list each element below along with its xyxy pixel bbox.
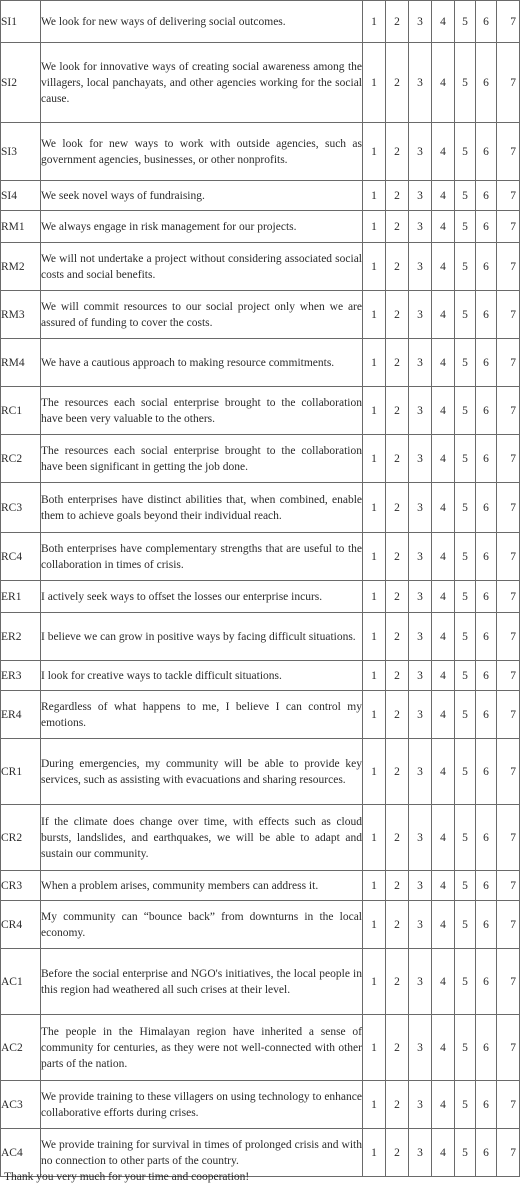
- scale-option-3[interactable]: 3: [409, 871, 432, 901]
- table-row: [1, 435, 520, 483]
- scale-option-4[interactable]: 4: [432, 901, 455, 949]
- item-code: RM2: [1, 243, 41, 291]
- item-statement: Before the social enterprise and NGO's initiatives, the local people in this region had weathered all such crises at their level.: [41, 949, 363, 1015]
- scale-option-4[interactable]: 4: [432, 1015, 455, 1081]
- scale-option-3[interactable]: 3: [409, 1, 432, 43]
- scale-option-4[interactable]: 4: [432, 739, 455, 805]
- scale-option-5[interactable]: 5: [455, 387, 476, 435]
- table-row: [1, 661, 520, 691]
- scale-option-7[interactable]: 7: [497, 901, 520, 949]
- item-code: AC4: [1, 1129, 41, 1177]
- scale-option-3[interactable]: 3: [409, 435, 432, 483]
- scale-option-5[interactable]: 5: [455, 1015, 476, 1081]
- scale-option-2[interactable]: 2: [386, 291, 409, 339]
- scale-option-7[interactable]: 7: [497, 1081, 520, 1129]
- scale-option-3[interactable]: 3: [409, 691, 432, 739]
- table-row: [1, 211, 520, 243]
- scale-option-4[interactable]: 4: [432, 387, 455, 435]
- scale-option-1[interactable]: 1: [363, 291, 386, 339]
- scale-option-4[interactable]: 4: [432, 581, 455, 613]
- scale-option-6[interactable]: 6: [476, 1015, 497, 1081]
- scale-option-2[interactable]: 2: [386, 43, 409, 123]
- scale-option-5[interactable]: 5: [455, 739, 476, 805]
- scale-option-6[interactable]: 6: [476, 123, 497, 181]
- scale-option-6[interactable]: 6: [476, 1129, 497, 1177]
- item-statement: I believe we can grow in positive ways by facing difficult situations.: [41, 613, 363, 661]
- item-statement: We provide training for survival in times of prolonged crisis and with no connection to other parts of the country.: [41, 1129, 363, 1177]
- scale-option-7[interactable]: 7: [497, 1, 520, 43]
- scale-option-4[interactable]: 4: [432, 1129, 455, 1177]
- scale-option-2[interactable]: 2: [386, 691, 409, 739]
- scale-option-6[interactable]: 6: [476, 949, 497, 1015]
- item-code: CR1: [1, 739, 41, 805]
- item-statement: The people in the Himalayan region have inherited a sense of community for centuries, as they were not well-connected with other parts of the nation.: [41, 1015, 363, 1081]
- scale-option-4[interactable]: 4: [432, 805, 455, 871]
- scale-option-1[interactable]: 1: [363, 805, 386, 871]
- scale-option-7[interactable]: 7: [497, 291, 520, 339]
- scale-option-1[interactable]: 1: [363, 435, 386, 483]
- scale-option-4[interactable]: 4: [432, 123, 455, 181]
- scale-option-2[interactable]: 2: [386, 1, 409, 43]
- scale-option-5[interactable]: 5: [455, 949, 476, 1015]
- item-code: SI2: [1, 43, 41, 123]
- table-row: [1, 1015, 520, 1081]
- item-statement: We have a cautious approach to making resource commitments.: [41, 339, 363, 387]
- scale-option-3[interactable]: 3: [409, 581, 432, 613]
- item-statement: We always engage in risk management for our projects.: [41, 211, 363, 243]
- scale-option-2[interactable]: 2: [386, 661, 409, 691]
- scale-option-7[interactable]: 7: [497, 661, 520, 691]
- item-statement: The resources each social enterprise brought to the collaboration have been significant in getting the job done.: [41, 435, 363, 483]
- scale-option-1[interactable]: 1: [363, 43, 386, 123]
- scale-option-5[interactable]: 5: [455, 1129, 476, 1177]
- scale-option-7[interactable]: 7: [497, 581, 520, 613]
- scale-option-6[interactable]: 6: [476, 43, 497, 123]
- scale-option-1[interactable]: 1: [363, 211, 386, 243]
- scale-option-6[interactable]: 6: [476, 613, 497, 661]
- item-code: CR4: [1, 901, 41, 949]
- scale-option-2[interactable]: 2: [386, 949, 409, 1015]
- scale-option-1[interactable]: 1: [363, 901, 386, 949]
- scale-option-4[interactable]: 4: [432, 1, 455, 43]
- item-code: RC3: [1, 483, 41, 533]
- scale-option-1[interactable]: 1: [363, 613, 386, 661]
- table-row: [1, 483, 520, 533]
- scale-option-5[interactable]: 5: [455, 1081, 476, 1129]
- table-row: [1, 181, 520, 211]
- scale-option-7[interactable]: 7: [497, 43, 520, 123]
- scale-option-1[interactable]: 1: [363, 483, 386, 533]
- item-code: RM1: [1, 211, 41, 243]
- item-statement: We provide training to these villagers on using technology to enhance collaborative efforts during crises.: [41, 1081, 363, 1129]
- scale-option-2[interactable]: 2: [386, 581, 409, 613]
- scale-option-3[interactable]: 3: [409, 949, 432, 1015]
- scale-option-2[interactable]: 2: [386, 123, 409, 181]
- item-code: SI4: [1, 181, 41, 211]
- item-statement: We look for innovative ways of creating social awareness among the villagers, local panchayats, and other agencies working for the social cause.: [41, 43, 363, 123]
- table-row: [1, 291, 520, 339]
- scale-option-2[interactable]: 2: [386, 483, 409, 533]
- scale-option-2[interactable]: 2: [386, 1015, 409, 1081]
- scale-option-7[interactable]: 7: [497, 211, 520, 243]
- scale-option-3[interactable]: 3: [409, 339, 432, 387]
- scale-option-7[interactable]: 7: [497, 387, 520, 435]
- table-row: [1, 805, 520, 871]
- scale-option-5[interactable]: 5: [455, 533, 476, 581]
- scale-option-7[interactable]: 7: [497, 533, 520, 581]
- scale-option-7[interactable]: 7: [497, 871, 520, 901]
- scale-option-3[interactable]: 3: [409, 739, 432, 805]
- scale-option-5[interactable]: 5: [455, 435, 476, 483]
- scale-option-3[interactable]: 3: [409, 483, 432, 533]
- scale-option-5[interactable]: 5: [455, 483, 476, 533]
- scale-option-6[interactable]: 6: [476, 1081, 497, 1129]
- scale-option-6[interactable]: 6: [476, 805, 497, 871]
- scale-option-4[interactable]: 4: [432, 1081, 455, 1129]
- item-statement: We seek novel ways of fundraising.: [41, 181, 363, 211]
- scale-option-5[interactable]: 5: [455, 181, 476, 211]
- scale-option-7[interactable]: 7: [497, 805, 520, 871]
- item-code: ER2: [1, 613, 41, 661]
- scale-option-7[interactable]: 7: [497, 1129, 520, 1177]
- scale-option-1[interactable]: 1: [363, 387, 386, 435]
- item-code: AC2: [1, 1015, 41, 1081]
- scale-option-6[interactable]: 6: [476, 871, 497, 901]
- scale-option-2[interactable]: 2: [386, 1081, 409, 1129]
- scale-option-2[interactable]: 2: [386, 871, 409, 901]
- table-row: [1, 949, 520, 1015]
- scale-option-5[interactable]: 5: [455, 43, 476, 123]
- item-code: SI3: [1, 123, 41, 181]
- scale-option-6[interactable]: 6: [476, 291, 497, 339]
- scale-option-3[interactable]: 3: [409, 805, 432, 871]
- scale-option-5[interactable]: 5: [455, 123, 476, 181]
- item-code: AC1: [1, 949, 41, 1015]
- scale-option-4[interactable]: 4: [432, 871, 455, 901]
- item-code: RM3: [1, 291, 41, 339]
- scale-option-2[interactable]: 2: [386, 243, 409, 291]
- table-row: [1, 691, 520, 739]
- scale-option-6[interactable]: 6: [476, 211, 497, 243]
- scale-option-2[interactable]: 2: [386, 181, 409, 211]
- scale-option-3[interactable]: 3: [409, 901, 432, 949]
- scale-option-1[interactable]: 1: [363, 581, 386, 613]
- item-code: RM4: [1, 339, 41, 387]
- scale-option-1[interactable]: 1: [363, 1129, 386, 1177]
- item-statement: We will not undertake a project without considering associated social costs and social benefits.: [41, 243, 363, 291]
- scale-option-7[interactable]: 7: [497, 435, 520, 483]
- scale-option-3[interactable]: 3: [409, 123, 432, 181]
- scale-option-7[interactable]: 7: [497, 123, 520, 181]
- item-statement: I actively seek ways to offset the losses our enterprise incurs.: [41, 581, 363, 613]
- scale-option-6[interactable]: 6: [476, 243, 497, 291]
- item-statement: We look for new ways of delivering social outcomes.: [41, 1, 363, 43]
- scale-option-3[interactable]: 3: [409, 387, 432, 435]
- item-code: ER1: [1, 581, 41, 613]
- item-statement: During emergencies, my community will be able to provide key services, such as assisting with evacuations and sharing resources.: [41, 739, 363, 805]
- scale-option-6[interactable]: 6: [476, 901, 497, 949]
- scale-option-3[interactable]: 3: [409, 211, 432, 243]
- scale-option-4[interactable]: 4: [432, 691, 455, 739]
- item-statement: When a problem arises, community members can address it.: [41, 871, 363, 901]
- item-code: RC2: [1, 435, 41, 483]
- scale-option-3[interactable]: 3: [409, 291, 432, 339]
- table-row: [1, 871, 520, 901]
- table-row: [1, 243, 520, 291]
- scale-option-2[interactable]: 2: [386, 339, 409, 387]
- item-statement: Both enterprises have distinct abilities that, when combined, enable them to achieve goals beyond their individual reach.: [41, 483, 363, 533]
- scale-option-5[interactable]: 5: [455, 901, 476, 949]
- scale-option-2[interactable]: 2: [386, 533, 409, 581]
- scale-option-7[interactable]: 7: [497, 613, 520, 661]
- scale-option-6[interactable]: 6: [476, 533, 497, 581]
- scale-option-6[interactable]: 6: [476, 739, 497, 805]
- scale-option-3[interactable]: 3: [409, 1081, 432, 1129]
- scale-option-4[interactable]: 4: [432, 435, 455, 483]
- scale-option-6[interactable]: 6: [476, 483, 497, 533]
- scale-option-1[interactable]: 1: [363, 739, 386, 805]
- scale-option-6[interactable]: 6: [476, 435, 497, 483]
- scale-option-1[interactable]: 1: [363, 691, 386, 739]
- scale-option-7[interactable]: 7: [497, 181, 520, 211]
- item-code: ER4: [1, 691, 41, 739]
- scale-option-4[interactable]: 4: [432, 181, 455, 211]
- scale-option-7[interactable]: 7: [497, 739, 520, 805]
- table-row: [1, 901, 520, 949]
- scale-option-2[interactable]: 2: [386, 901, 409, 949]
- item-code: CR3: [1, 871, 41, 901]
- scale-option-2[interactable]: 2: [386, 613, 409, 661]
- scale-option-3[interactable]: 3: [409, 661, 432, 691]
- scale-option-7[interactable]: 7: [497, 243, 520, 291]
- scale-option-1[interactable]: 1: [363, 243, 386, 291]
- scale-option-7[interactable]: 7: [497, 1015, 520, 1081]
- scale-option-5[interactable]: 5: [455, 805, 476, 871]
- item-code: RC1: [1, 387, 41, 435]
- scale-option-3[interactable]: 3: [409, 533, 432, 581]
- scale-option-1[interactable]: 1: [363, 1081, 386, 1129]
- scale-option-5[interactable]: 5: [455, 339, 476, 387]
- table-row: [1, 387, 520, 435]
- item-statement: We will commit resources to our social project only when we are assured of funding to cover the costs.: [41, 291, 363, 339]
- scale-option-6[interactable]: 6: [476, 181, 497, 211]
- scale-option-1[interactable]: 1: [363, 949, 386, 1015]
- scale-option-2[interactable]: 2: [386, 435, 409, 483]
- scale-option-5[interactable]: 5: [455, 871, 476, 901]
- scale-option-4[interactable]: 4: [432, 613, 455, 661]
- scale-option-6[interactable]: 6: [476, 339, 497, 387]
- table-row: [1, 1, 520, 43]
- item-statement: If the climate does change over time, with effects such as cloud bursts, landslides, and earthquakes, we will be able to adapt and sustain our community.: [41, 805, 363, 871]
- table-row: [1, 533, 520, 581]
- scale-option-7[interactable]: 7: [497, 691, 520, 739]
- scale-option-4[interactable]: 4: [432, 661, 455, 691]
- table-row: [1, 739, 520, 805]
- scale-option-6[interactable]: 6: [476, 581, 497, 613]
- table-row: [1, 581, 520, 613]
- scale-option-4[interactable]: 4: [432, 483, 455, 533]
- scale-option-6[interactable]: 6: [476, 691, 497, 739]
- table-row: [1, 1081, 520, 1129]
- scale-option-5[interactable]: 5: [455, 661, 476, 691]
- item-code: CR2: [1, 805, 41, 871]
- scale-option-6[interactable]: 6: [476, 387, 497, 435]
- scale-option-2[interactable]: 2: [386, 387, 409, 435]
- scale-option-1[interactable]: 1: [363, 123, 386, 181]
- scale-option-4[interactable]: 4: [432, 43, 455, 123]
- scale-option-3[interactable]: 3: [409, 43, 432, 123]
- scale-option-1[interactable]: 1: [363, 1015, 386, 1081]
- scale-option-4[interactable]: 4: [432, 211, 455, 243]
- item-statement: Both enterprises have complementary strengths that are useful to the collaboration in times of crisis.: [41, 533, 363, 581]
- scale-option-6[interactable]: 6: [476, 661, 497, 691]
- scale-option-7[interactable]: 7: [497, 483, 520, 533]
- table-row: [1, 43, 520, 123]
- table-row: [1, 123, 520, 181]
- scale-option-5[interactable]: 5: [455, 613, 476, 661]
- item-statement: Regardless of what happens to me, I believe I can control my emotions.: [41, 691, 363, 739]
- scale-option-5[interactable]: 5: [455, 243, 476, 291]
- item-code: ER3: [1, 661, 41, 691]
- scale-option-4[interactable]: 4: [432, 243, 455, 291]
- table-row: [1, 339, 520, 387]
- scale-option-3[interactable]: 3: [409, 181, 432, 211]
- scale-option-5[interactable]: 5: [455, 291, 476, 339]
- survey-table-body: [1, 1, 520, 1177]
- item-code: RC4: [1, 533, 41, 581]
- scale-option-5[interactable]: 5: [455, 211, 476, 243]
- scale-option-1[interactable]: 1: [363, 339, 386, 387]
- item-code: AC3: [1, 1081, 41, 1129]
- item-statement: The resources each social enterprise brought to the collaboration have been very valuable to the others.: [41, 387, 363, 435]
- thank-you-note: Thank you very much for your time and cooperation!: [4, 1171, 250, 1183]
- scale-option-2[interactable]: 2: [386, 739, 409, 805]
- scale-option-7[interactable]: 7: [497, 339, 520, 387]
- scale-option-2[interactable]: 2: [386, 211, 409, 243]
- scale-option-5[interactable]: 5: [455, 1, 476, 43]
- scale-option-4[interactable]: 4: [432, 949, 455, 1015]
- scale-option-6[interactable]: 6: [476, 1, 497, 43]
- scale-option-1[interactable]: 1: [363, 661, 386, 691]
- scale-option-4[interactable]: 4: [432, 533, 455, 581]
- scale-option-5[interactable]: 5: [455, 691, 476, 739]
- item-code: SI1: [1, 1, 41, 43]
- item-statement: My community can “bounce back” from downturns in the local economy.: [41, 901, 363, 949]
- scale-option-2[interactable]: 2: [386, 805, 409, 871]
- scale-option-1[interactable]: 1: [363, 533, 386, 581]
- scale-option-5[interactable]: 5: [455, 581, 476, 613]
- table-row: [1, 613, 520, 661]
- scale-option-1[interactable]: 1: [363, 871, 386, 901]
- scale-option-3[interactable]: 3: [409, 613, 432, 661]
- scale-option-3[interactable]: 3: [409, 243, 432, 291]
- scale-option-2[interactable]: 2: [386, 1129, 409, 1177]
- scale-option-4[interactable]: 4: [432, 291, 455, 339]
- scale-option-4[interactable]: 4: [432, 339, 455, 387]
- scale-option-7[interactable]: 7: [497, 949, 520, 1015]
- scale-option-1[interactable]: 1: [363, 181, 386, 211]
- item-statement: We look for new ways to work with outside agencies, such as government agencies, businesses, or other nonprofits.: [41, 123, 363, 181]
- item-statement: I look for creative ways to tackle difficult situations.: [41, 661, 363, 691]
- scale-option-3[interactable]: 3: [409, 1129, 432, 1177]
- scale-option-3[interactable]: 3: [409, 1015, 432, 1081]
- scale-option-1[interactable]: 1: [363, 1, 386, 43]
